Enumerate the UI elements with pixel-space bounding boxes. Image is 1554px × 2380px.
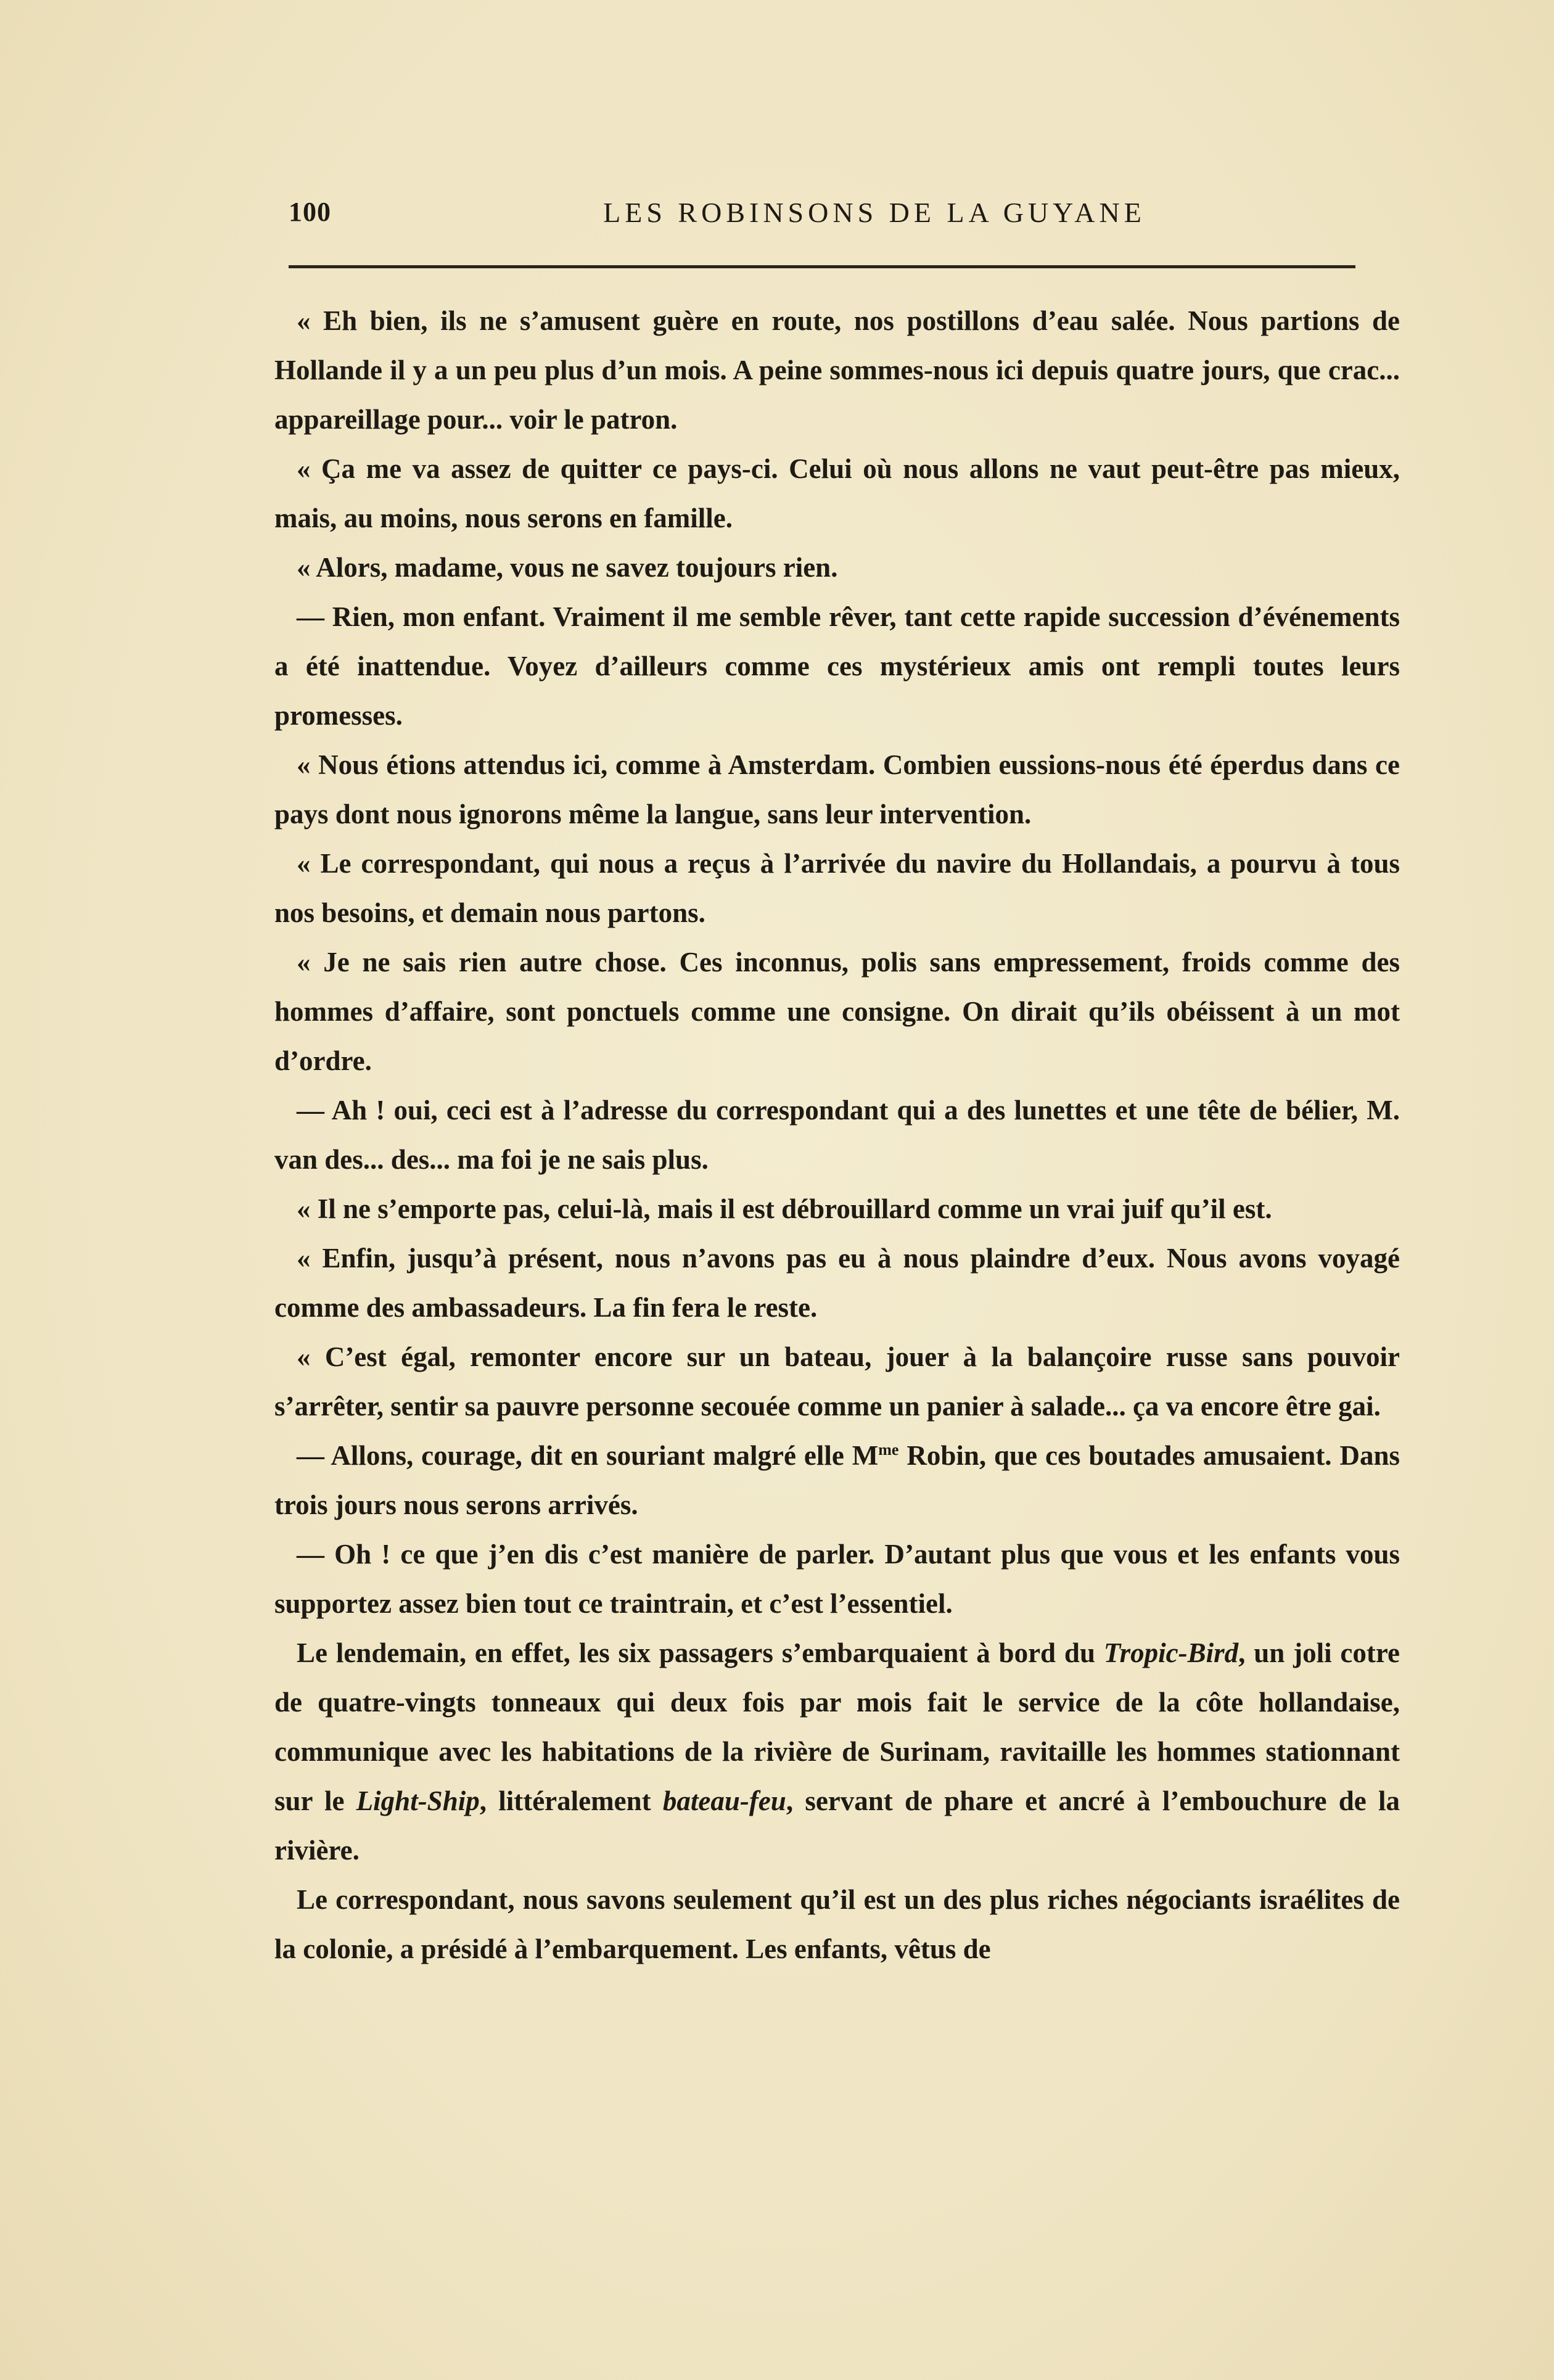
paragraph: « Je ne sais rien autre chose. Ces inconnus, polis sans empressement, froids comme des hommes d’affaire, sont ponctuels comme une consigne. On dirait qu’ils obéissent à un mot d’ordre. [274,947,1400,1076]
text-run: , un joli cotre de quatre-vingts tonneaux qui deux fois par mois fait le service de la côte hollandaise, communique avec les habitations de la rivière de Surinam, ravitaille les hommes stationnant sur le [274,1637,1400,1816]
running-title: LES ROBINSONS DE LA GUYANE [603,197,1146,228]
superscript: me [878,1441,899,1459]
paragraph: Le correspondant, nous savons seulement qu’il est un des plus riches négociants israélites de la colonie, a présidé à l’embarquement. Les enfants, vêtus de [274,1884,1400,1964]
paragraph: « Le correspondant, qui nous a reçus à l’arrivée du navire du Hollandais, a pourvu à tous nos besoins, et demain nous partons. [274,848,1400,928]
paragraph: — Rien, mon enfant. Vraiment il me semble rêver, tant cette rapide succession d’événements a été inattendue. Voyez d’ailleurs comme ces mystérieux amis ont rempli toutes leurs promesses. [274,601,1400,731]
paragraph: « C’est égal, remonter encore sur un bateau, jouer à la balançoire russe sans pouvoir s’arrêter, sentir sa pauvre personne secouée comme un panier à salade... ça va encore être gai. [274,1341,1400,1422]
paragraph: — Ah ! oui, ceci est à l’adresse du correspondant qui a des lunettes et une tête de bélier, M. van des... des... ma foi je ne sais plus. [274,1095,1400,1175]
paragraph: « Eh bien, ils ne s’amusent guère en route, nos postillons d’eau salée. Nous partions de Hollande il y a un peu plus d’un mois. A peine sommes-nous ici depuis quatre jours, que crac... appareillage pour... voir le patron. [274,305,1400,435]
paragraph: « Il ne s’emporte pas, celui-là, mais il est débrouillard comme un vrai juif qu’il est. [297,1193,1272,1224]
header-rule [289,265,1355,268]
paragraph: « Nous étions attendus ici, comme à Amsterdam. Combien eussions-nous été éperdus dans ce pays dont nous ignorons même la langue, sans leur intervention. [274,749,1400,830]
paragraph: « Alors, madame, vous ne savez toujours rien. [297,552,838,583]
paragraph [274,1628,1400,1875]
ship-name: Light-Ship [356,1785,480,1816]
text-run: — Allons, courage, dit en souriant malgré elle M [297,1440,879,1471]
paragraph: « Enfin, jusqu’à présent, nous n’avons pas eu à nous plaindre d’eux. Nous avons voyagé comme des ambassadeurs. La fin fera le reste. [274,1243,1400,1323]
paragraph: — Oh ! ce que j’en dis c’est manière de parler. D’autant plus que vous et les enfants vous supportez assez bien tout ce traintrain, et c’est l’essentiel. [274,1539,1400,1619]
page-number: 100 [289,197,331,227]
text-run: , servant de phare et ancré à l’embouchure de la rivière. [274,1785,1400,1866]
paragraph: « Ça me va assez de quitter ce pays-ci. Celui où nous allons ne vaut peut-être pas mieux, mais, au moins, nous serons en famille. [274,453,1400,533]
body-text [274,296,1400,1974]
page-header [289,196,1355,245]
text-run: , littéralement [479,1785,663,1816]
italic-term: bateau-feu [662,1785,786,1816]
text-run: Le lendemain, en effet, les six passagers s’embarquaient à bord du [297,1637,1104,1668]
paragraph [274,1431,1400,1530]
ship-name: Tropic-Bird [1103,1637,1239,1668]
text-run: Robin, que ces boutades amusaient. Dans trois jours nous serons arrivés. [274,1440,1400,1520]
